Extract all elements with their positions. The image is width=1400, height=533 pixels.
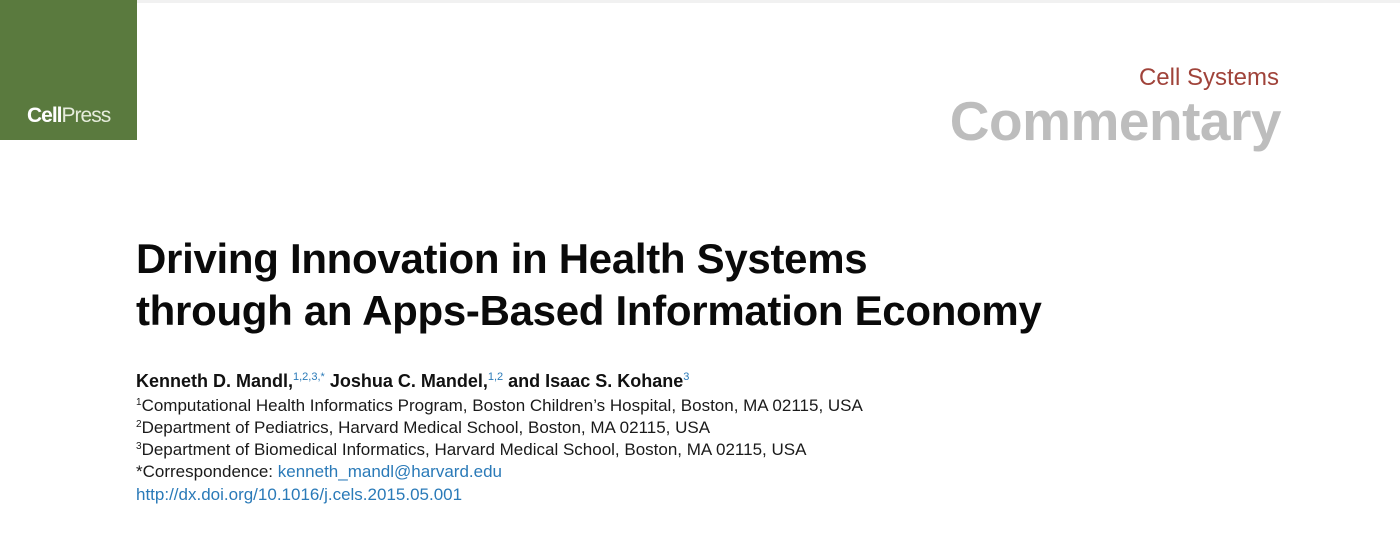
article-title (136, 233, 1042, 337)
author-name: Joshua C. Mandel, (329, 371, 488, 391)
logo-cell: Cell (27, 104, 62, 127)
affiliation-number: 2 (136, 419, 142, 430)
author-list (136, 371, 689, 392)
cellpress-logo-text (27, 104, 110, 128)
author-name: Kenneth D. Mandl, (136, 371, 293, 391)
affiliation-number: 1 (136, 397, 142, 408)
affiliation-2 (136, 418, 710, 438)
author-affiliation-sup[interactable]: 1,2,3,* (293, 371, 325, 383)
affiliation-text: Department of Biomedical Informatics, Harvard Medical School, Boston, MA 02115, USA (141, 440, 807, 459)
journal-name: Cell Systems (1138, 64, 1279, 91)
correspondence-label: *Correspondence: (136, 462, 274, 481)
doi (136, 485, 462, 505)
article-title-line-2: through an Apps-Based Information Economy (136, 287, 1042, 334)
doi-link[interactable]: http://dx.doi.org/10.1016/j.cels.2015.05.001 (136, 485, 463, 504)
logo-press: Press (61, 104, 111, 127)
affiliation-1 (136, 396, 863, 416)
author-name: and Isaac S. Kohane (508, 371, 684, 391)
top-rule (0, 0, 1400, 3)
affiliation-3 (136, 440, 806, 460)
author-affiliation-sup[interactable]: 1,2 (487, 371, 504, 383)
affiliation-text: Computational Health Informatics Program, Boston Children’s Hospital, Boston, MA 02115, USA (141, 396, 863, 415)
author-affiliation-sup[interactable]: 3 (683, 371, 690, 383)
affiliation-number: 3 (136, 441, 142, 452)
article-type: Commentary (949, 90, 1281, 152)
cellpress-logo (0, 0, 137, 140)
correspondence-email-link[interactable]: kenneth_mandl@harvard.edu (277, 462, 503, 481)
article-title-line-1: Driving Innovation in Health Systems (136, 235, 868, 282)
correspondence (136, 462, 502, 482)
affiliation-text: Department of Pediatrics, Harvard Medical School, Boston, MA 02115, USA (141, 418, 711, 437)
